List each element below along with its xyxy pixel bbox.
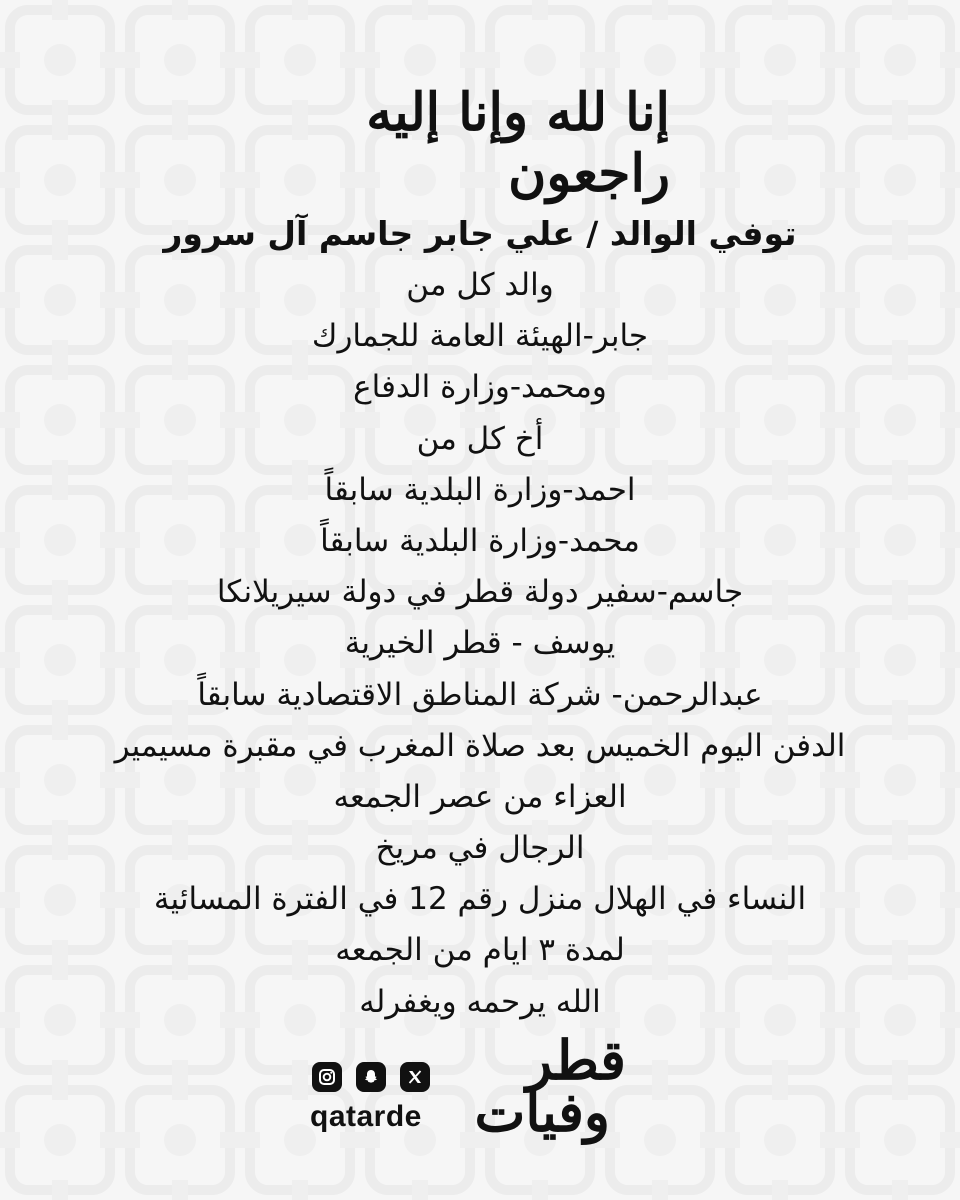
obituary-notice (40, 208, 920, 1028)
notice-line: النساء في الهلال منزل رقم 12 في الفترة المسائية (153, 881, 807, 918)
notice-line: جابر-الهيئة العامة للجمارك (311, 318, 649, 355)
snapchat-icon[interactable] (356, 1062, 386, 1092)
notice-line: لمدة ٣ ايام من الجمعه (335, 932, 625, 969)
notice-line: يوسف - قطر الخيرية (344, 625, 616, 662)
notice-line: أخ كل من (416, 420, 544, 457)
brand-handle: qatarde (310, 1100, 422, 1133)
notice-line: جاسم-سفير دولة قطر في دولة سيريلانكا (216, 574, 744, 611)
social-icons (312, 1062, 430, 1092)
notice-line: الله يرحمه ويغفرله (359, 983, 601, 1020)
notice-line: احمد-وزارة البلدية سابقاً (324, 471, 636, 508)
calligraphy-header: إنا لله وإنا إليه راجعون (366, 81, 670, 204)
notice-line: عبدالرحمن- شركة المناطق الاقتصادية سابقاً (197, 676, 763, 713)
notice-line: العزاء من عصر الجمعه (333, 778, 627, 815)
notice-line: الدفن اليوم الخميس بعد صلاة المغرب في مقبرة مسيمير (114, 727, 846, 764)
notice-line: الرجال في مريخ (375, 830, 585, 867)
notice-title: توفي الوالد / علي جابر جاسم آل سرور (163, 214, 797, 253)
notice-line: والد كل من (406, 267, 554, 303)
brand-logo (460, 1030, 630, 1160)
logo-line-2: وفيات (474, 1080, 610, 1144)
logo-line-1: قطر (526, 1028, 626, 1092)
notice-line: محمد-وزارة البلدية سابقاً (320, 522, 640, 559)
notice-line: ومحمد-وزارة الدفاع (353, 369, 607, 406)
instagram-icon[interactable] (312, 1062, 342, 1092)
brand-footer (300, 1030, 640, 1160)
x-icon[interactable] (400, 1062, 430, 1092)
